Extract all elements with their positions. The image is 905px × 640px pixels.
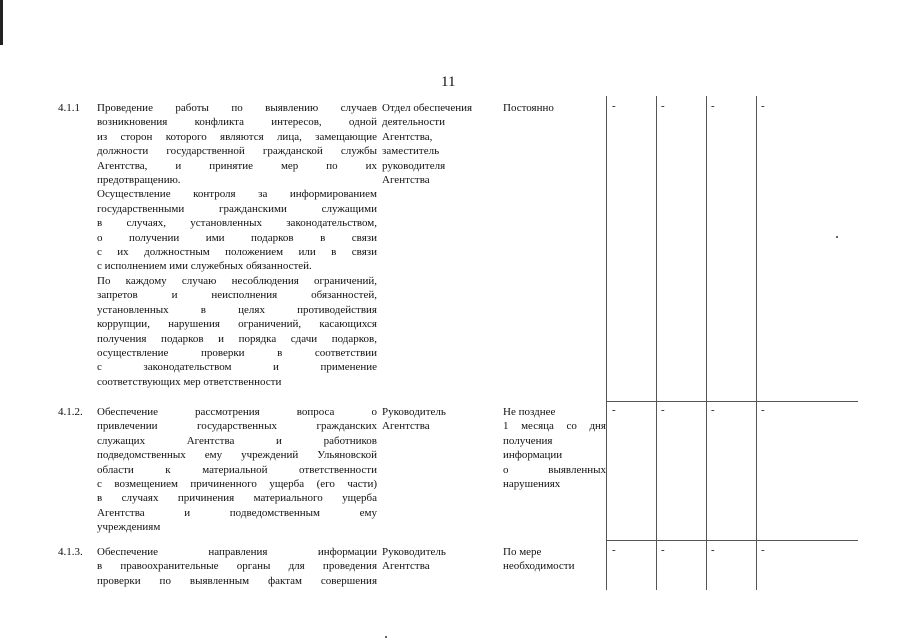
row-term <box>503 405 606 491</box>
grid-line <box>706 96 707 590</box>
responsible-line: Агентства, <box>382 130 433 143</box>
cell-value: - <box>661 100 665 112</box>
description-line: с исполнением ими служебных обязанностей. <box>97 260 312 273</box>
description-line: из сторон которого являются лица, замещающие <box>97 130 377 143</box>
cell-value: - <box>612 544 616 556</box>
description-line: Проведение работы по выявлению случаев <box>97 102 377 114</box>
cell-value: - <box>661 544 665 556</box>
responsible-line: Агентства <box>382 560 430 573</box>
description-line: служащих Агентства и работников <box>97 434 377 447</box>
term-line: нарушениях <box>503 478 561 491</box>
description-line: Осуществление контроля за информированием <box>97 188 377 201</box>
scan-edge-mark <box>0 0 3 45</box>
row-number: 4.1.2. <box>58 406 83 418</box>
responsible-line: Агентства <box>382 174 430 187</box>
description-line: с возмещением причиненного ущерба (его части) <box>97 478 377 491</box>
description-line: Обеспечение направления информации <box>97 546 377 558</box>
term-line: информации <box>503 449 563 462</box>
description-line: проверки по выявленным фактам совершения <box>97 574 377 587</box>
responsible-line: деятельности <box>382 116 445 129</box>
description-line: запретов и неисполнения обязанностей, <box>97 289 377 302</box>
description-line: государственными гражданскими служащими <box>97 202 377 215</box>
description-line: учреждениям <box>97 521 161 534</box>
term-line: о выявленных <box>503 463 606 476</box>
cell-value: - <box>612 404 616 416</box>
responsible-line: заместитель <box>382 145 440 158</box>
responsible-line: руководителя <box>382 159 446 172</box>
description-line: в случаях причинения материального ущерба <box>97 492 377 505</box>
term-line: Постоянно <box>503 102 554 114</box>
row-number: 4.1.3. <box>58 546 83 558</box>
description-line: в случаях, установленных законодательством, <box>97 217 377 230</box>
term-line: 1 месяца со дня <box>503 420 606 433</box>
description-line: установленных в целях противодействия <box>97 303 377 316</box>
cell-value: - <box>711 100 715 112</box>
grid-line <box>606 96 607 590</box>
responsible-line: Руководитель <box>382 406 446 418</box>
row-number: 4.1.1 <box>58 102 80 114</box>
description-line: соответствующих мер ответственности <box>97 375 282 388</box>
description-line: подведомственных ему учреждений Ульяновской <box>97 449 377 462</box>
cell-value: - <box>612 100 616 112</box>
row-description <box>97 101 377 389</box>
description-line: с их должностным положением или в связи <box>97 246 377 259</box>
term-line: Не позднее <box>503 406 556 418</box>
description-line: осуществление проверки в соответствии <box>97 346 377 359</box>
row-description <box>97 545 377 588</box>
description-line: области к материальной ответственности <box>97 463 377 476</box>
description-line: получения подарков и порядка сдачи подарков, <box>97 332 377 345</box>
grid-line <box>606 401 858 402</box>
description-line: Обеспечение рассмотрения вопроса о <box>97 406 377 418</box>
grid-line <box>606 540 858 541</box>
term-line: получения <box>503 434 553 447</box>
term-line: По мере <box>503 546 542 558</box>
description-line: коррупции, нарушения ограничений, касающихся <box>97 318 377 331</box>
description-line: с законодательством и применение <box>97 361 377 374</box>
row-responsible <box>382 545 500 574</box>
description-line: должности государственной гражданской службы <box>97 145 377 158</box>
cell-value: - <box>761 544 765 556</box>
grid-line <box>756 96 757 590</box>
cell-value: - <box>711 544 715 556</box>
responsible-line: Отдел обеспечения <box>382 102 473 114</box>
cell-value: - <box>761 404 765 416</box>
description-line: о получении ими подарков в связи <box>97 231 377 244</box>
description-line: предотвращению. <box>97 174 181 187</box>
row-responsible <box>382 101 500 187</box>
description-line: По каждому случаю несоблюдения ограничений, <box>97 274 377 287</box>
cell-value: - <box>661 404 665 416</box>
scan-speck <box>836 236 838 238</box>
row-responsible <box>382 405 500 434</box>
cell-value: - <box>711 404 715 416</box>
description-line: Агентства, и принятие мер по их <box>97 159 377 172</box>
description-line: привлечении государственных гражданских <box>97 420 377 433</box>
row-term <box>503 101 606 115</box>
description-line: возникновения конфликта интересов, одной <box>97 116 377 129</box>
description-line: Агентства и подведомственным ему <box>97 506 377 519</box>
scan-speck <box>385 636 387 638</box>
row-term <box>503 545 606 574</box>
row-description <box>97 405 377 535</box>
description-line: в правоохранительные органы для проведения <box>97 560 377 573</box>
cell-value: - <box>761 100 765 112</box>
responsible-line: Агентства <box>382 420 430 433</box>
page-number: 11 <box>441 74 456 90</box>
term-line: необходимости <box>503 560 575 573</box>
responsible-line: Руководитель <box>382 546 446 558</box>
grid-line <box>656 96 657 590</box>
